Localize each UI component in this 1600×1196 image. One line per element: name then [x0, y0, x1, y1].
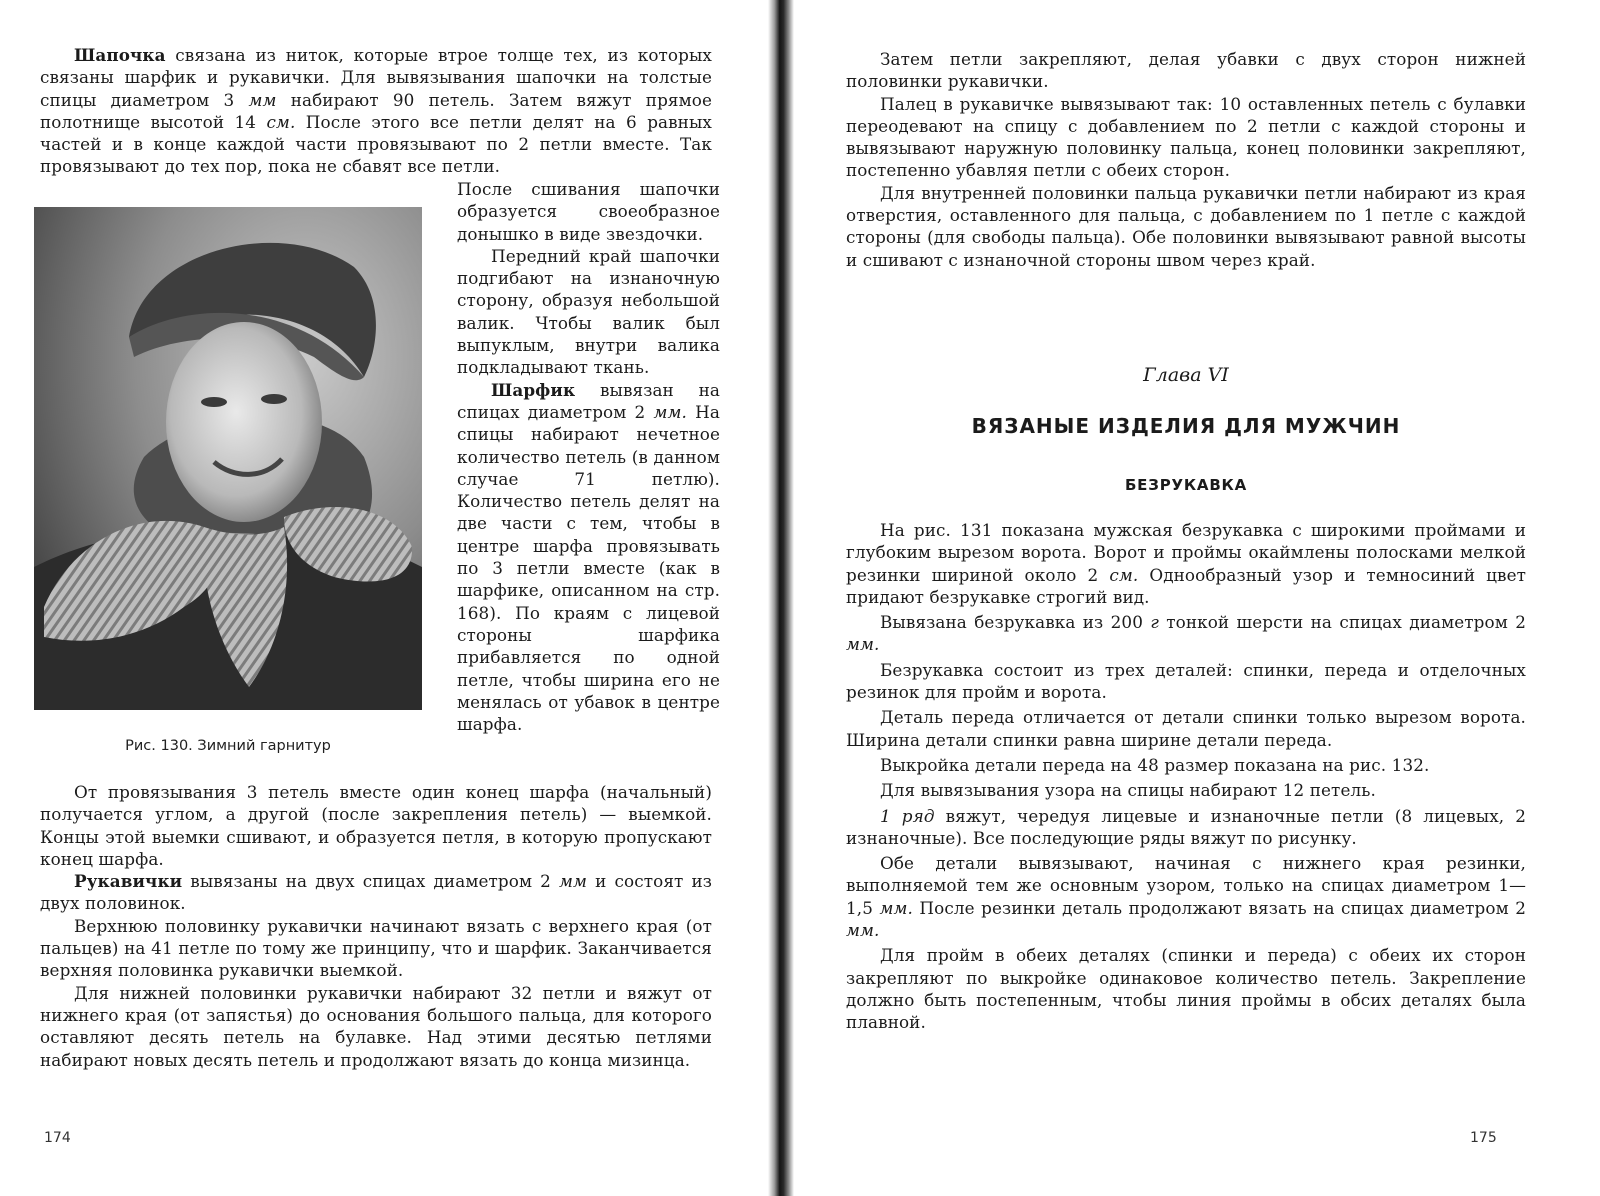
figure-130-photo [34, 207, 422, 710]
right-top-text [846, 48, 1526, 271]
unit-g: г [1150, 612, 1159, 633]
paragraph-scarf-text: вывязан на спицах диаметром 2 [457, 379, 720, 422]
unit-mm: мм [248, 89, 277, 110]
paragraph-thumb-inner: Для внутренней половинки пальца рукавички петли набирают из края отверстия, оставленного для пальца, с добавлением по 1 петле с каждой стороны (для свободы пальца). Обе половинки вывязывают равной высоты и сшивают с изнаночной стороны швом через край. [846, 182, 1526, 270]
paragraph-vest-intro-text-2: Однообразный узор и темносиний цвет придают безрукавке строгий вид. [846, 564, 1526, 607]
paragraph-vest-armholes: Для пройм в обеих деталях (спинки и переда) с обеих их сторон закрепляют по выкройке одинаковое количество петель. Закрепление должно быть постепенным, чтобы линия проймы в обсих деталях была плавной. [846, 945, 1526, 1033]
paragraph-vest-yarn [846, 611, 1526, 656]
paragraph-vest-yarn-text-2: тонкой шерсти на спицах диаметром 2 [1158, 612, 1526, 633]
paragraph-mittens-text: вывязаны на двух спицах диаметром 2 [182, 871, 560, 892]
paragraph-vest-row1-text: вяжут, чередуя лицевые и изнаночные петли (8 лицевых, 2 изнаночные). Все последующие ряды вяжут по рисунку. [846, 805, 1526, 848]
right-bottom-text [846, 519, 1526, 1034]
unit-cm: см. [266, 111, 296, 132]
paragraph-upper-half: Верхнюю половинку рукавички начинают вязать с верхнего края (от пальцев) на 41 петле по тому же принципу, что и шарфик. Заканчивается верхняя половинка рукавички выемкой. [40, 915, 712, 981]
paragraph-vest-ribbing-text: Обе детали вывязывают, начиная с нижнего края резинки, выполняемой тем же основным узором, только на спицах диаметром 1—1,5 [846, 853, 1526, 918]
paragraph-hat-text-2: набирают 90 петель. Затем вяжут прямое полотнище высотой 14 [40, 89, 712, 132]
section-heading: БЕЗРУКАВКА [1124, 476, 1248, 494]
paragraph-vest-cast-on: Для вывязывания узора на спицы набирают 12 петель. [880, 780, 1376, 801]
unit-mm: мм. [846, 634, 880, 655]
paragraph-vest-front: Деталь переда отличается от детали спинки только вырезом ворота. Ширина детали спинки равна ширине детали переда. [846, 707, 1526, 750]
term-mittens: Рукавички [74, 871, 183, 892]
chapter-label: Глава VI [1143, 364, 1229, 386]
book-gutter [768, 0, 794, 1196]
paragraph-vest-intro [846, 519, 1526, 608]
paragraph-vest-yarn-text: Вывязана безрукавка из 200 [880, 612, 1151, 633]
paragraph-close-loops: Затем петли закрепляют, делая убавки с двух сторон нижней половинки рукавички. [846, 49, 1526, 92]
chapter-heading: ВЯЗАНЫЕ ИЗДЕЛИЯ ДЛЯ МУЖЧИН [971, 414, 1401, 438]
unit-mm: мм. [653, 401, 687, 422]
paragraph-vest-ribbing-text-2: После резинки деталь продолжают вязать на спицах диаметром 2 [912, 897, 1526, 918]
page-number-right: 175 [1470, 1130, 1497, 1146]
paragraph-hat [40, 44, 712, 178]
paragraph-thumb-outer: Палец в рукавичке вывязывают так: 10 оставленных петель с булавки переодевают на спицу с добавлением по 2 петли с каждой стороны и вывязывают наружную половинку пальца, конец половинки закрепляют, постепенно убавляя петли с обеих сторон. [846, 93, 1526, 181]
page-number-left: 174 [44, 1130, 71, 1146]
unit-mm: мм [559, 871, 588, 892]
left-wrap-column [457, 178, 720, 735]
paragraph-scarf-ends: От провязывания 3 петель вместе один конец шарфа (начальный) получается углом, а другой (после закрепления петель) — выемкой. Концы этой выемки сшивают, и образуется петля, в которую пропускают конец шарфа. [40, 782, 712, 869]
paragraph-mittens-text-2: и состоят из двух половинок. [40, 871, 713, 914]
paragraph-vest-parts: Безрукавка состоит из трех деталей: спинки, переда и отделочных резинок для пройм и ворота. [846, 659, 1526, 703]
paragraph-hat-text: связана из ниток, которые втрое толще тех, из которых связаны шарфик и рукавички. Для вывязывания шапочки на толстые спицы диаметром 3 [40, 45, 712, 110]
figure-130-caption: Рис. 130. Зимний гарнитур [125, 738, 331, 754]
unit-mm: мм. [879, 897, 913, 918]
paragraph-vest-intro-text: На рис. 131 показана мужская безрукавка с широкими проймами и глубоким вырезом ворота. Ворот и проймы окаймлены полосками мелкой резинки шириной около 2 [846, 520, 1526, 585]
paragraph-lower-half: Для нижней половинки рукавички набирают 32 петли и вяжут от нижнего края (от запястья) до основания большого пальца, для которого оставляют десять петель на булавке. Над этими десятью петлями набирают новых десять петель и продолжают вязать до конца мизинца. [40, 982, 712, 1070]
unit-cm: см. [1109, 564, 1139, 585]
term-hat: Шапочка [74, 45, 166, 65]
paragraph-vest-pattern: Выкройка детали переда на 48 размер показана на рис. 132. [880, 754, 1430, 775]
paragraph-vest-row1 [846, 805, 1526, 850]
left-top-text [40, 44, 712, 178]
paragraph-mittens [40, 870, 712, 915]
portrait-image [34, 207, 422, 710]
unit-mm: мм. [846, 920, 880, 941]
paragraph-scarf-text-2: На спицы набирают нечетное количество петель (в данном случае 71 петлю). Количество петель делят на две части с тем, чтобы в центре шарфа провязывать по 3 петли вместе (как в шарфике, описанном на стр. 168). По краям с лицевой стороны шарфика прибавляется по одной петле, чтобы ширина его не менялась от убавок в центре шарфа. [457, 401, 720, 735]
term-row1: 1 ряд [880, 805, 935, 826]
left-bottom-text [40, 781, 712, 1071]
paragraph-hat-edge: Передний край шапочки подгибают на изнаночную сторону, образуя небольшой валик. Чтобы валик был выпуклым, внутри валика подкладывают ткань. [457, 245, 720, 378]
paragraph-hat-continued: После сшивания шапочки образуется своеобразное донышко в виде звездочки. [457, 179, 720, 244]
paragraph-hat-text-3: После этого все петли делят на 6 равных частей и в конце каждой части провязывают по 2 петли вместе. Так провязывают до тех пор, пока не сбавят все петли. [40, 111, 712, 177]
paragraph-scarf [457, 379, 720, 736]
paragraph-vest-ribbing [846, 852, 1526, 941]
term-scarf: Шарфик [491, 379, 576, 400]
